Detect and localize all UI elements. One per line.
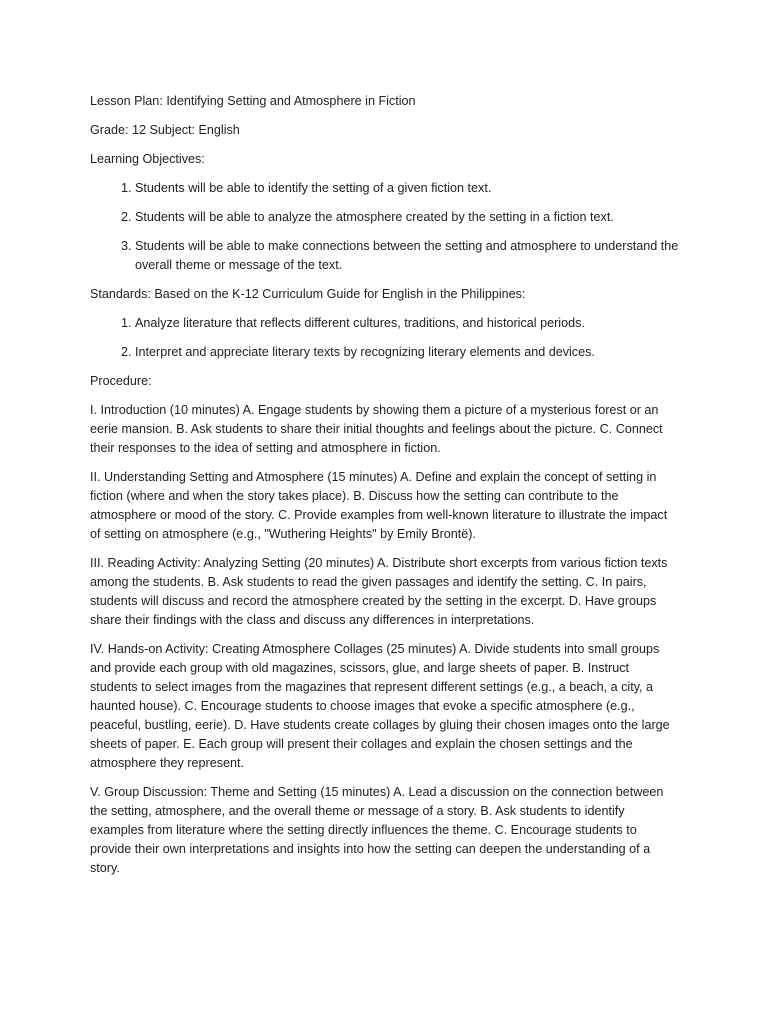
document-page (90, 92, 680, 888)
objective-item: 3. Students will be able to make connections between the setting and atmosphere to understand the overall theme or message of the text. (135, 237, 680, 275)
procedure-understanding: II. Understanding Setting and Atmosphere (15 minutes) A. Define and explain the concept of setting in fiction (where and when the story takes place). B. Discuss how the setting can contribute to the atmosphere or mood of the story. C. Provide examples from well-known literature to illustrate the impact of setting on atmosphere (e.g., "Wuthering Heights" by Emily Brontë). (90, 470, 668, 541)
procedure-group-discussion: V. Group Discussion: Theme and Setting (15 minutes) A. Lead a discussion on the connection between the setting, atmosphere, and the overall theme or message of a story. B. Ask students to identify examples from literature where the setting directly influences the theme. C. Encourage students to provide their own interpretations and insights into how the setting can deepen the understanding of a story. (90, 785, 664, 875)
procedure-hands-on-activity: IV. Hands-on Activity: Creating Atmosphere Collages (25 minutes) A. Divide students into small groups and provide each group with old magazines, scissors, glue, and large sheets of paper. B. Instruct students to select images from the magazines that represent different settings (e.g., a beach, a city, a haunted house). C. Encourage students to choose images that evoke a specific atmosphere (e.g., peaceful, bustling, eerie). D. Have students create collages by gluing their chosen images onto the large sheets of paper. E. Each group will present their collages and explain the chosen settings and the atmosphere they represent. (90, 642, 670, 770)
standards-list (90, 314, 680, 362)
objectives-heading: Learning Objectives: (90, 152, 205, 166)
standards-heading: Standards: Based on the K-12 Curriculum Guide for English in the Philippines: (90, 287, 526, 301)
standard-item: 2. Interpret and appreciate literary texts by recognizing literary elements and devices. (135, 343, 680, 362)
procedure-reading-activity: III. Reading Activity: Analyzing Setting (20 minutes) A. Distribute short excerpts from various fiction texts among the students. B. Ask students to read the given passages and identify the setting. C. In pairs, students will discuss and record the atmosphere created by the setting in the excerpt. D. Have groups share their findings with the class and discuss any differences in interpretations. (90, 556, 668, 627)
procedure-introduction: I. Introduction (10 minutes) A. Engage students by showing them a picture of a mysterious forest or an eerie mansion. B. Ask students to share their initial thoughts and feelings about the picture. C. Connect their responses to the idea of setting and atmosphere in fiction. (90, 403, 663, 455)
document-title: Lesson Plan: Identifying Setting and Atmosphere in Fiction (90, 94, 416, 108)
objectives-list (90, 179, 680, 275)
grade-subject: Grade: 12 Subject: English (90, 123, 240, 137)
standard-item: 1. Analyze literature that reflects different cultures, traditions, and historical periods. (135, 314, 680, 333)
objective-item: 2. Students will be able to analyze the atmosphere created by the setting in a fiction text. (135, 208, 680, 227)
objective-item: 1. Students will be able to identify the setting of a given fiction text. (135, 179, 680, 198)
procedure-heading: Procedure: (90, 374, 152, 388)
